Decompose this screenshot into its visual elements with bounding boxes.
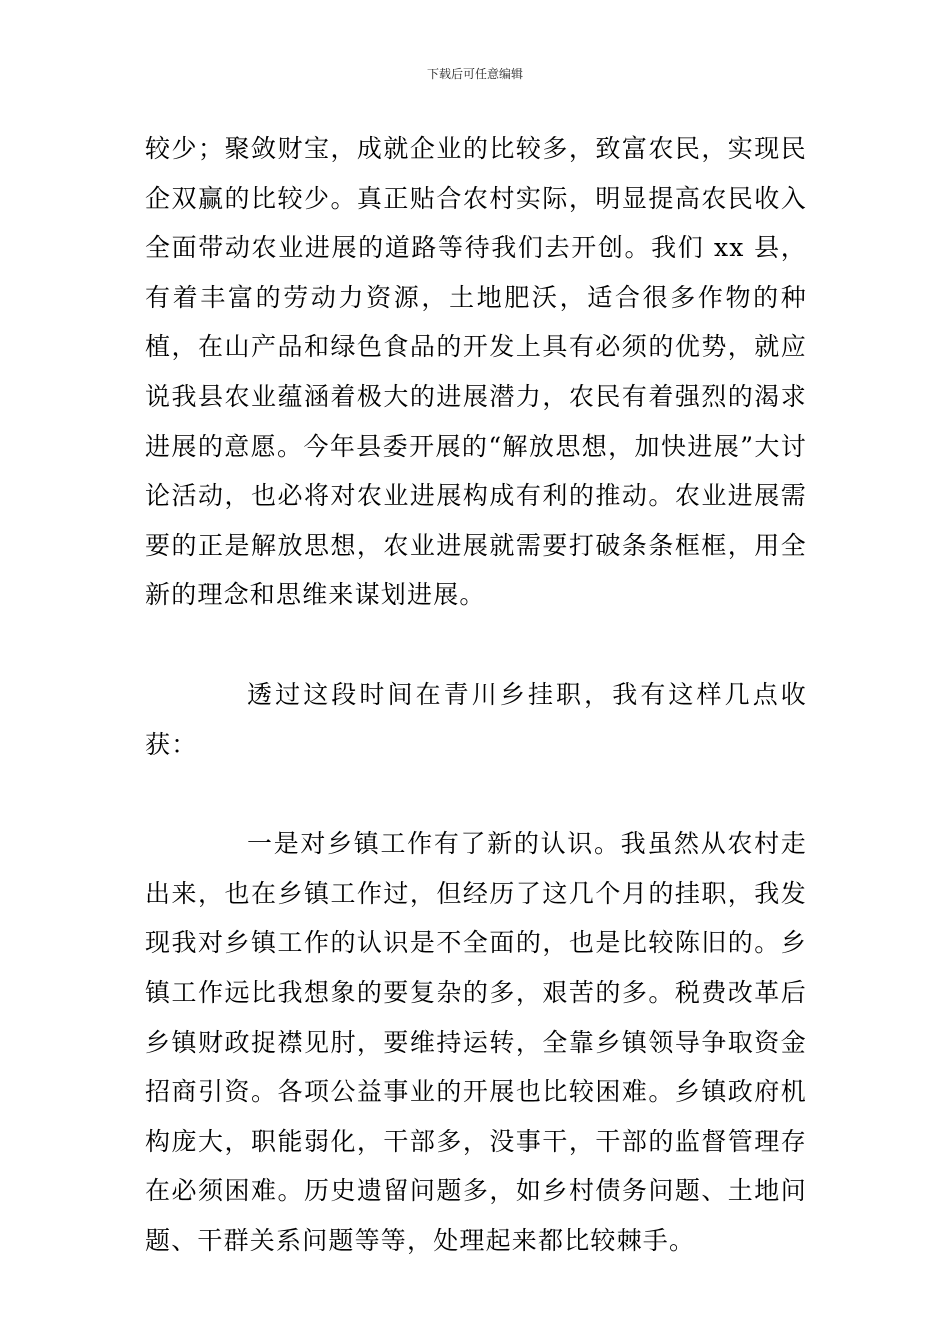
- page-header-note: 下载后可任意编辑: [426, 67, 523, 81]
- paragraph-continuation: 较少；聚敛财宝，成就企业的比较多，致富农民，实现民企双赢的比较少。真正贴合农村实际，明显提高农民收入全面带动农业进展的道路等待我们去开创。我们 xx 县，有着丰富的劳动力资源，土地肥沃，适合很多作物的种植，在山产品和绿色食品的开发上具有必须的优势，就应说我县农业蕴涵着极大的进展潜力，农民有着强烈的渴求进展的意愿。今年县委开展的“解放思想，加快进展”大讨论活动，也必将对农业进展构成有利的推动。农业进展需要的正是解放思想，农业进展就需要打破条条框框，用全新的理念和思维来谋划进展。: [145, 134, 807, 610]
- document-body: [145, 124, 807, 1265]
- paragraph-gains-intro: 透过这段时间在青川乡挂职，我有这样几点收获：: [145, 679, 807, 759]
- paragraph-first-gain: 一是对乡镇工作有了新的认识。我虽然从农村走出来，也在乡镇工作过，但经历了这几个月的挂职，我发现我对乡镇工作的认识是不全面的，也是比较陈旧的。乡镇工作远比我想象的要复杂的多，艰苦的多。税费改革后乡镇财政捉襟见肘，要维持运转，全靠乡镇领导争取资金招商引资。各项公益事业的开展也比较困难。乡镇政府机构庞大，职能弱化，干部多，没事干，干部的监督管理存在必须困难。历史遗留问题多，如乡村债务问题、土地问题、干群关系问题等等，处理起来都比较棘手。: [145, 829, 807, 1255]
